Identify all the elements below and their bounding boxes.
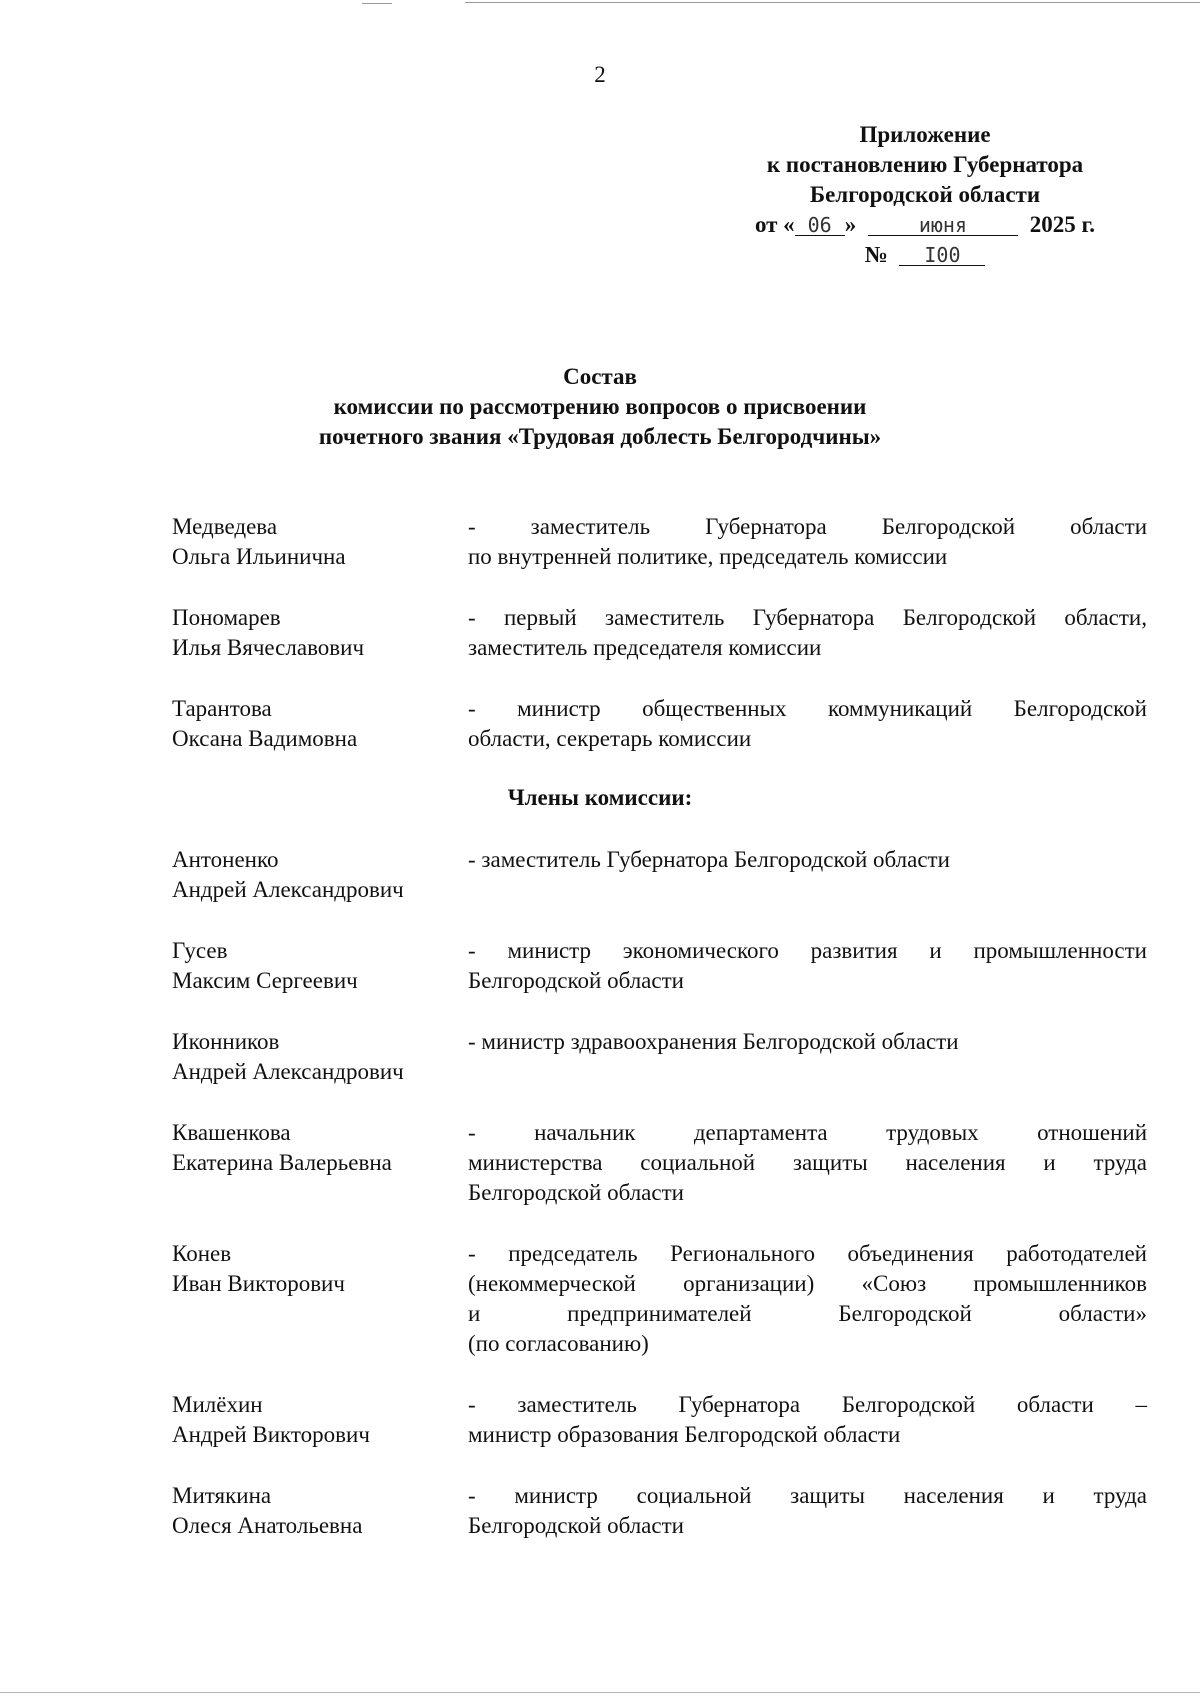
appendix-date — [700, 210, 1150, 240]
member-position — [468, 1027, 1147, 1087]
appendix-line-2: к постановлению Губернатора — [766, 152, 1084, 177]
member-given-names: Андрей Александрович — [172, 1059, 404, 1084]
scan-mark-top — [362, 3, 392, 4]
member-surname: Квашенкова — [172, 1120, 291, 1145]
member-position-line: министерства социальной защиты населения и труда — [468, 1150, 1147, 1175]
member-given-names: Илья Вячеславович — [172, 635, 365, 660]
document-title — [0, 362, 1200, 452]
member-name — [172, 1027, 468, 1087]
appendix-header — [700, 120, 1150, 270]
member-given-names: Иван Викторович — [172, 1271, 345, 1296]
title-line-2: комиссии по рассмотрению вопросов о присвоении — [333, 394, 867, 419]
member-position-line: - первый заместитель Губернатора Белгородской области, — [468, 605, 1147, 630]
title-line-3: почетного звания «Трудовая доблесть Белгородчины» — [318, 424, 882, 449]
member-position-line: - председатель Регионального объединения работодателей — [468, 1241, 1147, 1266]
member-position-line: Белгородской области — [468, 1180, 684, 1205]
member-position — [468, 512, 1147, 572]
member-name — [172, 845, 468, 905]
member-given-names: Оксана Вадимовна — [172, 726, 358, 751]
member-position-line: области, секретарь комиссии — [468, 726, 752, 751]
member-name — [172, 1239, 468, 1359]
appendix-line-3: Белгородской области — [809, 182, 1041, 207]
member-position-line: министр образования Белгородской области — [468, 1422, 901, 1447]
member-given-names: Олеся Анатольевна — [172, 1513, 363, 1538]
member-given-names: Андрей Викторович — [172, 1422, 370, 1447]
member-surname: Антоненко — [172, 847, 279, 872]
date-year: 2025 г. — [1029, 212, 1096, 237]
date-prefix: от « — [754, 212, 795, 237]
member-position-line: - начальник департамента трудовых отношений — [468, 1120, 1147, 1145]
member-position-line: заместитель председателя комиссии — [468, 635, 822, 660]
member-surname: Милёхин — [172, 1392, 263, 1417]
member-position-line: - заместитель Губернатора Белгородской области — [468, 847, 950, 872]
members-heading: Члены комиссии: — [507, 785, 693, 810]
member-surname: Медведева — [172, 514, 278, 539]
member-surname: Конев — [172, 1241, 232, 1266]
member-position — [468, 1118, 1147, 1208]
member-surname: Митякина — [172, 1483, 272, 1508]
appendix-title: Приложение — [859, 122, 991, 147]
number-value: I00 — [899, 245, 985, 266]
number-label: № — [864, 242, 888, 267]
scan-edge-bottom — [0, 1692, 1200, 1693]
member-position — [468, 1481, 1147, 1541]
commission-member-row — [172, 1390, 1147, 1450]
member-position-line: - министр экономического развития и промышленности — [468, 938, 1147, 963]
commission-member-row — [172, 1027, 1147, 1087]
scan-edge-top — [465, 2, 1200, 3]
member-position-line: - министр социальной защиты населения и труда — [468, 1483, 1147, 1508]
date-day: 06 — [795, 215, 845, 236]
member-name — [172, 1118, 468, 1208]
member-name — [172, 603, 468, 663]
member-position-line: Белгородской области — [468, 968, 684, 993]
member-given-names: Максим Сергеевич — [172, 968, 358, 993]
member-position — [468, 845, 1147, 905]
commission-member-row — [172, 1239, 1147, 1359]
member-position-line: - заместитель Губернатора Белгородской области – — [468, 1392, 1147, 1417]
date-close: » — [844, 212, 857, 237]
member-given-names: Ольга Ильинична — [172, 544, 346, 569]
member-position — [468, 1390, 1147, 1450]
member-name — [172, 694, 468, 754]
member-given-names: Екатерина Валерьевна — [172, 1150, 392, 1175]
member-position-line: Белгородской области — [468, 1513, 684, 1538]
member-surname: Тарантова — [172, 696, 272, 721]
appendix-number — [700, 240, 1150, 270]
member-surname: Иконников — [172, 1029, 280, 1054]
member-name — [172, 1481, 468, 1541]
page-number: 2 — [594, 62, 606, 87]
commission-member-row — [172, 603, 1147, 663]
commission-member-row — [172, 845, 1147, 905]
date-month: июня — [868, 215, 1018, 236]
member-position — [468, 603, 1147, 663]
member-given-names: Андрей Александрович — [172, 877, 404, 902]
member-position-line: (по согласованию) — [468, 1331, 649, 1356]
commission-member-row — [172, 512, 1147, 572]
member-surname: Пономарев — [172, 605, 281, 630]
commission-member-row — [172, 1118, 1147, 1208]
member-position-line: - министр здравоохранения Белгородской области — [468, 1029, 959, 1054]
commission-member-row — [172, 936, 1147, 996]
commission-member-row — [172, 1481, 1147, 1541]
member-position — [468, 694, 1147, 754]
member-position-line: (некоммерческой организации) «Союз промышленников — [468, 1271, 1147, 1296]
member-position-line: - министр общественных коммуникаций Белгородской — [468, 696, 1147, 721]
member-position — [468, 936, 1147, 996]
member-position — [468, 1239, 1147, 1359]
member-position-line: и предпринимателей Белгородской области» — [468, 1301, 1147, 1326]
commission-member-row — [172, 694, 1147, 754]
member-name — [172, 512, 468, 572]
member-surname: Гусев — [172, 938, 228, 963]
member-name — [172, 936, 468, 996]
member-position-line: по внутренней политике, председатель комиссии — [468, 544, 948, 569]
title-line-1: Состав — [563, 364, 637, 389]
member-name — [172, 1390, 468, 1450]
member-position-line: - заместитель Губернатора Белгородской области — [468, 514, 1147, 539]
